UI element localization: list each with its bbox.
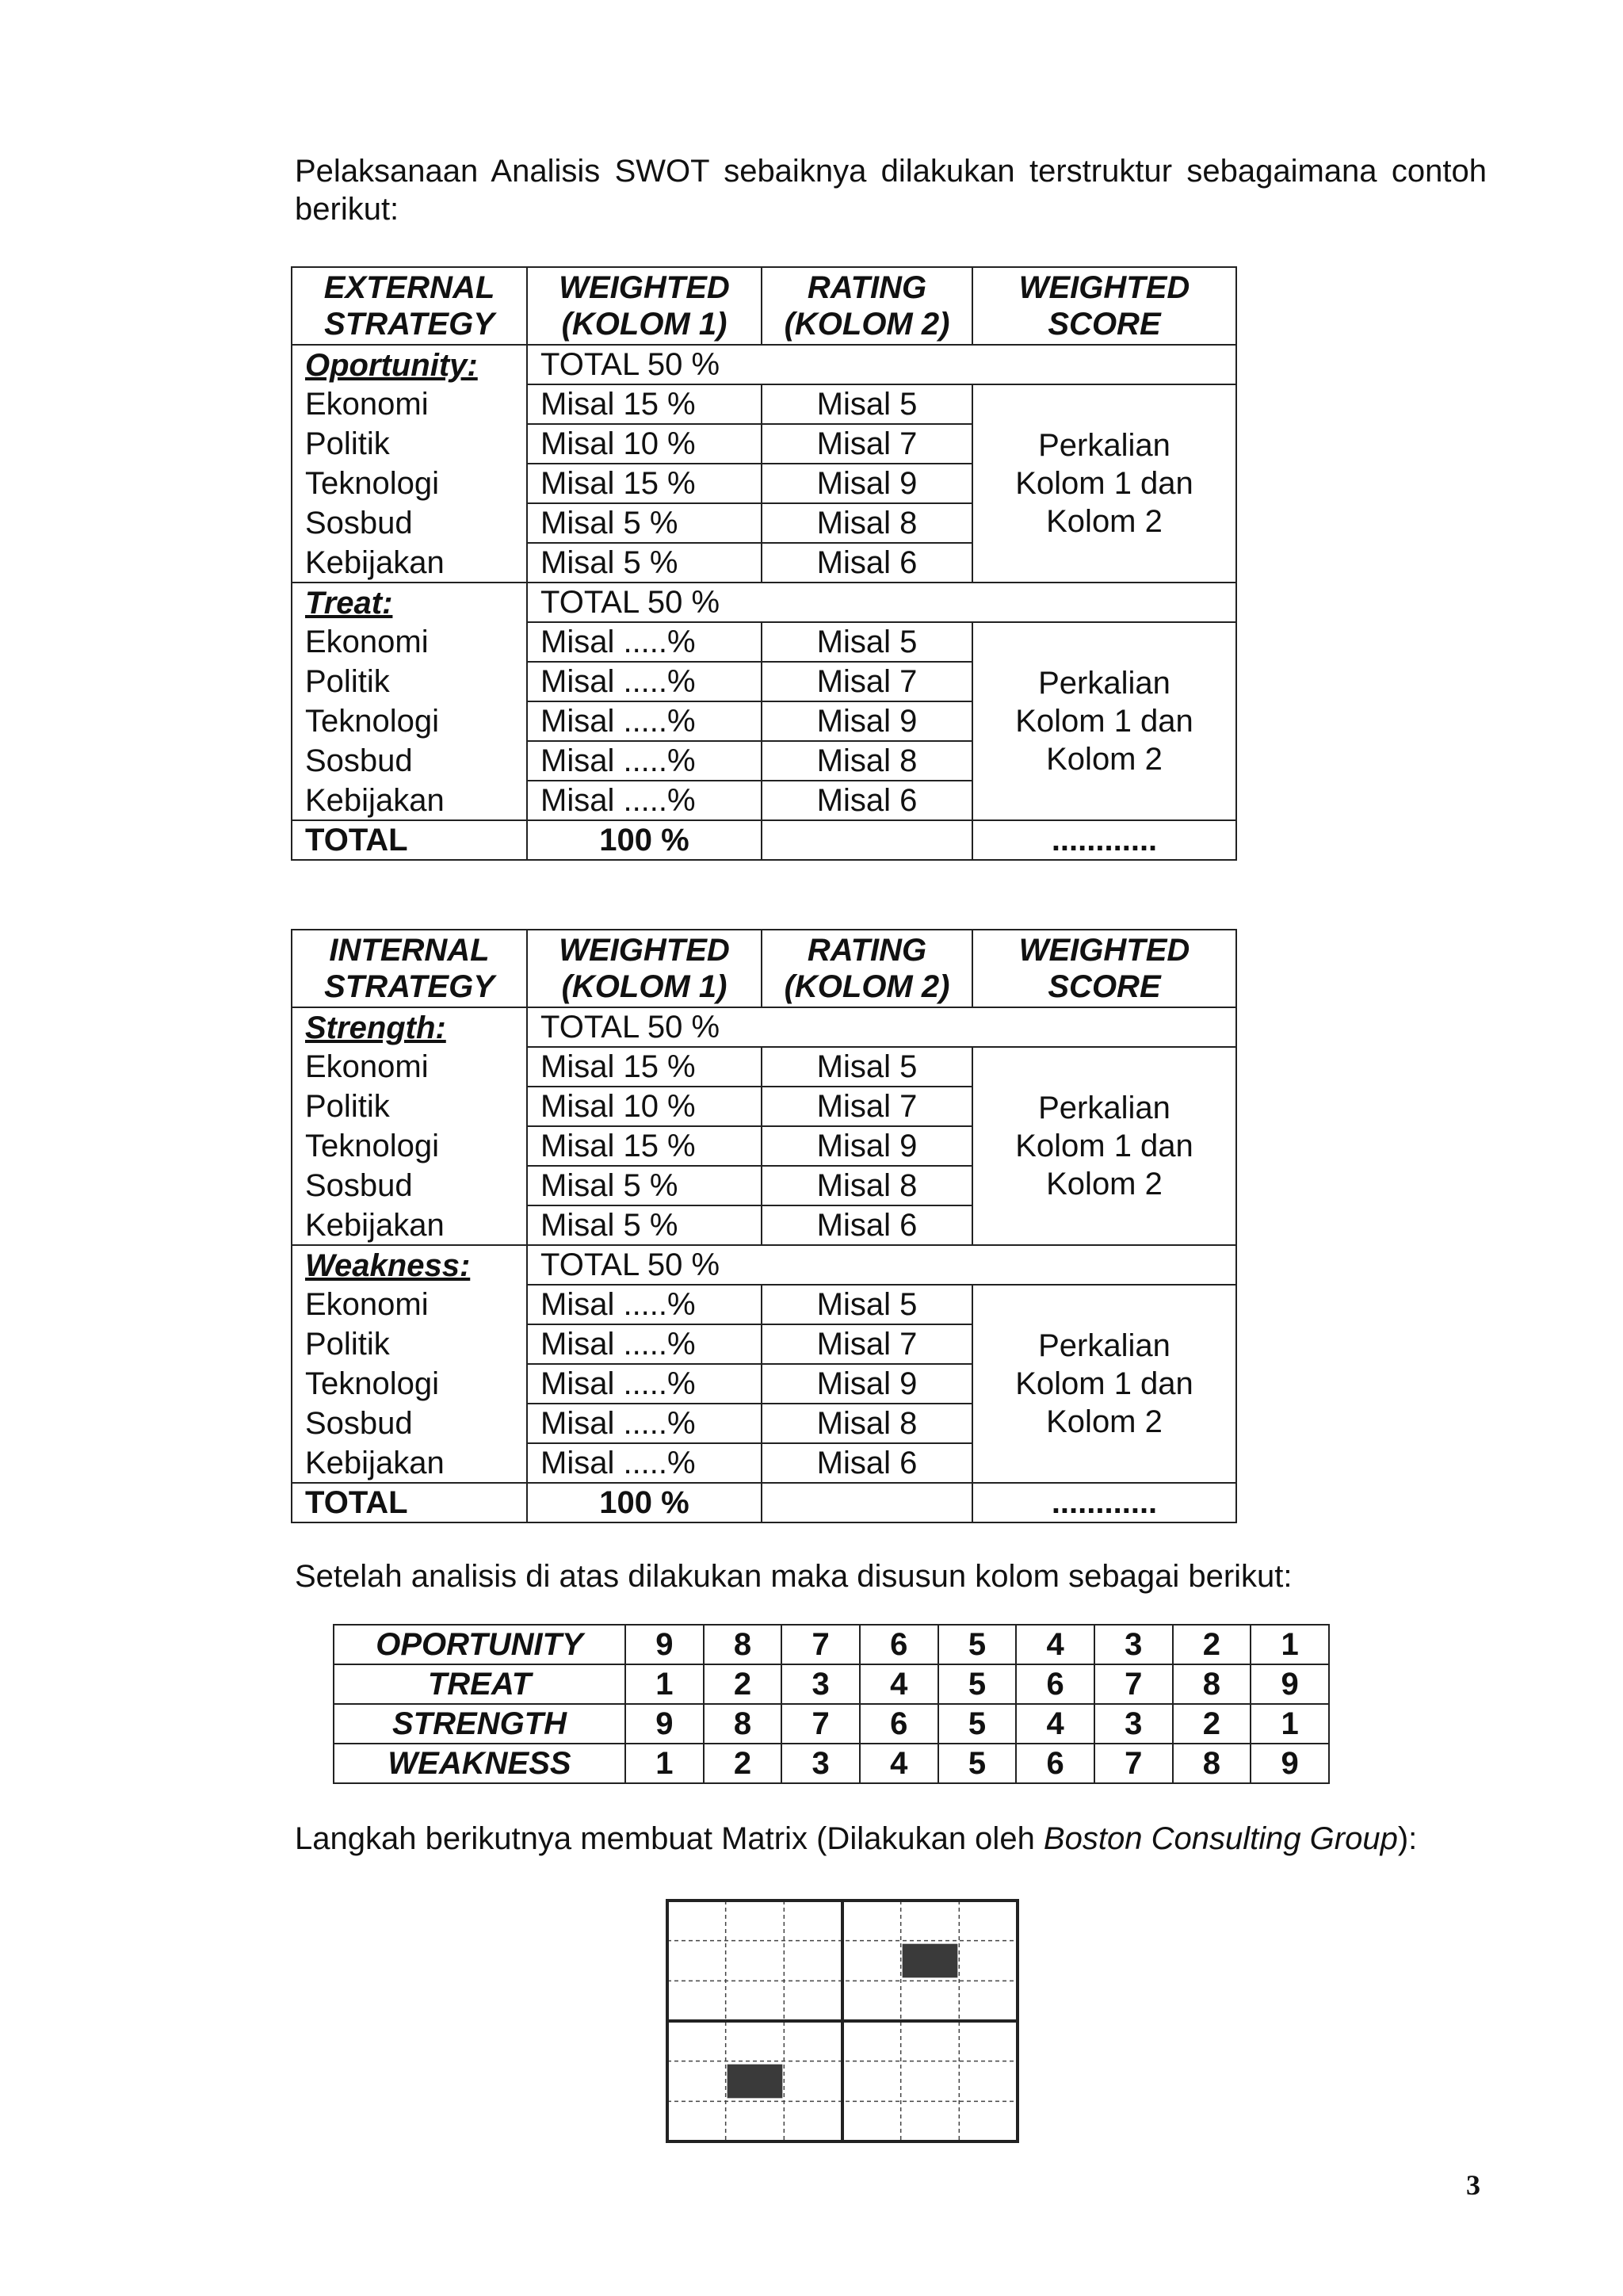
rating-cell: Misal 9 xyxy=(762,1126,972,1166)
scale-value-cell: 2 xyxy=(1173,1625,1251,1664)
score-line: Kolom 1 dan xyxy=(1015,1366,1193,1401)
bcg-matrix xyxy=(666,1899,1019,2143)
factor-label: Sosbud xyxy=(292,1404,527,1443)
total-score: ............ xyxy=(972,1483,1236,1522)
header-cell-score: WEIGHTED SCORE xyxy=(972,930,1236,1007)
scale-value-cell: 6 xyxy=(1016,1664,1094,1704)
scale-table xyxy=(333,1624,1330,1784)
score-cell xyxy=(972,622,1236,820)
weight-cell: Misal .....% xyxy=(527,622,762,662)
scale-row-label: WEAKNESS xyxy=(334,1744,625,1783)
scale-value-cell: 3 xyxy=(781,1744,860,1783)
section-total: TOTAL 50 % xyxy=(527,583,1236,622)
scale-value-cell: 2 xyxy=(1173,1704,1251,1744)
rating-cell: Misal 5 xyxy=(762,1285,972,1324)
section-title-cell xyxy=(292,1007,527,1047)
weight-cell: Misal .....% xyxy=(527,701,762,741)
factor-label: Kebijakan xyxy=(292,781,527,820)
scale-row xyxy=(334,1704,1329,1744)
score-cell xyxy=(972,384,1236,583)
rating-cell: Misal 8 xyxy=(762,1404,972,1443)
scale-value-cell: 7 xyxy=(781,1704,860,1744)
scale-value-cell: 1 xyxy=(1251,1704,1329,1744)
matrix-filled-cell xyxy=(903,1944,958,1978)
factor-label: Sosbud xyxy=(292,741,527,781)
factor-label: Ekonomi xyxy=(292,384,527,424)
scale-value-cell: 9 xyxy=(1251,1664,1329,1704)
score-line: Kolom 2 xyxy=(1046,1167,1163,1201)
scale-value-cell: 7 xyxy=(1094,1664,1173,1704)
weight-cell: Misal 5 % xyxy=(527,503,762,543)
section-total: TOTAL 50 % xyxy=(527,345,1236,384)
total-score: ............ xyxy=(972,820,1236,860)
section-title-row xyxy=(292,1007,1236,1047)
rating-cell: Misal 7 xyxy=(762,424,972,464)
scale-intro-paragraph: Setelah analisis di atas dilakukan maka disusun kolom sebagai berikut: xyxy=(295,1559,1293,1594)
score-line: Kolom 1 dan xyxy=(1015,1129,1193,1163)
scale-value-cell: 9 xyxy=(625,1704,704,1744)
header-cell-rating: RATING (KOLOM 2) xyxy=(762,930,972,1007)
external-table-body xyxy=(292,267,1236,860)
factor-label: Sosbud xyxy=(292,1166,527,1205)
matrix-filled-cell xyxy=(727,2065,783,2099)
score-line: Kolom 2 xyxy=(1046,504,1163,539)
scale-value-cell: 9 xyxy=(625,1625,704,1664)
factor-label: Kebijakan xyxy=(292,1205,527,1245)
factor-label: Teknologi xyxy=(292,464,527,503)
total-label: TOTAL xyxy=(292,820,527,860)
header-cell-score: WEIGHTED SCORE xyxy=(972,267,1236,345)
scale-row-label: OPORTUNITY xyxy=(334,1625,625,1664)
scale-value-cell: 8 xyxy=(704,1704,782,1744)
rating-cell: Misal 7 xyxy=(762,662,972,701)
factor-label: Teknologi xyxy=(292,1364,527,1404)
rating-cell: Misal 7 xyxy=(762,1324,972,1364)
section-title: Strength: xyxy=(305,1010,446,1045)
matrix-intro-paragraph: Langkah berikutnya membuat Matrix (Dilakukan oleh Boston Consulting Group): xyxy=(295,1821,1418,1856)
intro-paragraph: Pelaksanaan Analisis SWOT sebaiknya dilakukan terstruktur sebagaimana contoh berikut: xyxy=(295,154,1487,227)
weight-cell: Misal .....% xyxy=(527,662,762,701)
score-line: Perkalian xyxy=(1038,666,1170,701)
external-strategy-table xyxy=(291,266,1237,861)
section-title: Oportunity: xyxy=(305,347,478,383)
total-rating xyxy=(762,820,972,860)
factor-label: Politik xyxy=(292,1087,527,1126)
scale-value-cell: 3 xyxy=(1094,1704,1173,1744)
total-row xyxy=(292,1483,1236,1522)
factor-label: Ekonomi xyxy=(292,1285,527,1324)
scale-value-cell: 1 xyxy=(625,1744,704,1783)
table-row xyxy=(292,1047,1236,1087)
scale-value-cell: 2 xyxy=(704,1664,782,1704)
scale-value-cell: 5 xyxy=(938,1744,1017,1783)
section-title: Treat: xyxy=(305,585,393,621)
total-weight: 100 % xyxy=(527,820,762,860)
rating-cell: Misal 7 xyxy=(762,1087,972,1126)
page-number: 3 xyxy=(1466,2169,1480,2201)
scale-value-cell: 6 xyxy=(1016,1744,1094,1783)
score-line: Perkalian xyxy=(1038,428,1170,463)
score-cell xyxy=(972,1285,1236,1483)
header-cell-rating: RATING (KOLOM 2) xyxy=(762,267,972,345)
table-row xyxy=(292,622,1236,662)
scale-value-cell: 5 xyxy=(938,1625,1017,1664)
section-title-cell xyxy=(292,583,527,622)
rating-cell: Misal 6 xyxy=(762,781,972,820)
factor-label: Kebijakan xyxy=(292,543,527,583)
scale-value-cell: 4 xyxy=(860,1664,938,1704)
weight-cell: Misal 15 % xyxy=(527,1126,762,1166)
scale-value-cell: 6 xyxy=(860,1704,938,1744)
score-line: Kolom 2 xyxy=(1046,1404,1163,1439)
weight-cell: Misal .....% xyxy=(527,741,762,781)
rating-cell: Misal 9 xyxy=(762,464,972,503)
rating-cell: Misal 8 xyxy=(762,503,972,543)
table-header-row xyxy=(292,930,1236,1007)
rating-cell: Misal 8 xyxy=(762,1166,972,1205)
scale-row xyxy=(334,1625,1329,1664)
internal-strategy-table xyxy=(291,929,1237,1523)
section-title-row xyxy=(292,1245,1236,1285)
factor-label: Ekonomi xyxy=(292,622,527,662)
weight-cell: Misal 15 % xyxy=(527,1047,762,1087)
score-line: Kolom 1 dan xyxy=(1015,466,1193,501)
weight-cell: Misal 10 % xyxy=(527,1087,762,1126)
total-row xyxy=(292,820,1236,860)
rating-cell: Misal 5 xyxy=(762,622,972,662)
weight-cell: Misal .....% xyxy=(527,781,762,820)
section-total: TOTAL 50 % xyxy=(527,1007,1236,1047)
rating-cell: Misal 5 xyxy=(762,384,972,424)
rating-cell: Misal 6 xyxy=(762,1205,972,1245)
header-cell-strategy: INTERNAL STRATEGY xyxy=(292,930,527,1007)
factor-label: Sosbud xyxy=(292,503,527,543)
weight-cell: Misal .....% xyxy=(527,1364,762,1404)
scale-value-cell: 3 xyxy=(781,1664,860,1704)
scale-value-cell: 6 xyxy=(860,1625,938,1664)
scale-row xyxy=(334,1664,1329,1704)
scale-row-label: STRENGTH xyxy=(334,1704,625,1744)
factor-label: Teknologi xyxy=(292,1126,527,1166)
scale-value-cell: 7 xyxy=(1094,1744,1173,1783)
rating-cell: Misal 9 xyxy=(762,1364,972,1404)
header-cell-weighted: WEIGHTED (KOLOM 1) xyxy=(527,930,762,1007)
weight-cell: Misal 15 % xyxy=(527,384,762,424)
scale-value-cell: 4 xyxy=(1016,1704,1094,1744)
table-header-row xyxy=(292,267,1236,345)
total-rating xyxy=(762,1483,972,1522)
section-title-row xyxy=(292,583,1236,622)
scale-value-cell: 3 xyxy=(1094,1625,1173,1664)
scale-value-cell: 9 xyxy=(1251,1744,1329,1783)
rating-cell: Misal 5 xyxy=(762,1047,972,1087)
scale-row-label: TREAT xyxy=(334,1664,625,1704)
scale-table-body xyxy=(334,1625,1329,1783)
section-title-cell xyxy=(292,345,527,384)
weight-cell: Misal .....% xyxy=(527,1404,762,1443)
table-row xyxy=(292,384,1236,424)
section-title-row xyxy=(292,345,1236,384)
scale-row xyxy=(334,1744,1329,1783)
section-title: Weakness: xyxy=(305,1247,471,1283)
section-title-cell xyxy=(292,1245,527,1285)
factor-label: Politik xyxy=(292,424,527,464)
header-cell-strategy: EXTERNAL STRATEGY xyxy=(292,267,527,345)
factor-label: Politik xyxy=(292,662,527,701)
rating-cell: Misal 8 xyxy=(762,741,972,781)
scale-value-cell: 8 xyxy=(1173,1664,1251,1704)
scale-value-cell: 1 xyxy=(1251,1625,1329,1664)
factor-label: Ekonomi xyxy=(292,1047,527,1087)
score-line: Perkalian xyxy=(1038,1328,1170,1363)
section-total: TOTAL 50 % xyxy=(527,1245,1236,1285)
total-weight: 100 % xyxy=(527,1483,762,1522)
factor-label: Politik xyxy=(292,1324,527,1364)
rating-cell: Misal 6 xyxy=(762,543,972,583)
weight-cell: Misal 5 % xyxy=(527,1205,762,1245)
scale-value-cell: 4 xyxy=(1016,1625,1094,1664)
weight-cell: Misal 10 % xyxy=(527,424,762,464)
scale-value-cell: 4 xyxy=(860,1744,938,1783)
score-line: Kolom 1 dan xyxy=(1015,704,1193,739)
scale-value-cell: 5 xyxy=(938,1664,1017,1704)
internal-table-body xyxy=(292,930,1236,1522)
total-label: TOTAL xyxy=(292,1483,527,1522)
rating-cell: Misal 6 xyxy=(762,1443,972,1483)
weight-cell: Misal 15 % xyxy=(527,464,762,503)
score-line: Perkalian xyxy=(1038,1091,1170,1125)
scale-value-cell: 1 xyxy=(625,1664,704,1704)
weight-cell: Misal 5 % xyxy=(527,1166,762,1205)
weight-cell: Misal .....% xyxy=(527,1324,762,1364)
score-line: Kolom 2 xyxy=(1046,742,1163,777)
scale-value-cell: 8 xyxy=(704,1625,782,1664)
score-cell xyxy=(972,1047,1236,1245)
rating-cell: Misal 9 xyxy=(762,701,972,741)
table-row xyxy=(292,1285,1236,1324)
weight-cell: Misal .....% xyxy=(527,1443,762,1483)
scale-value-cell: 5 xyxy=(938,1704,1017,1744)
scale-value-cell: 2 xyxy=(704,1744,782,1783)
weight-cell: Misal .....% xyxy=(527,1285,762,1324)
header-cell-weighted: WEIGHTED (KOLOM 1) xyxy=(527,267,762,345)
scale-value-cell: 8 xyxy=(1173,1744,1251,1783)
weight-cell: Misal 5 % xyxy=(527,543,762,583)
factor-label: Teknologi xyxy=(292,701,527,741)
scale-value-cell: 7 xyxy=(781,1625,860,1664)
factor-label: Kebijakan xyxy=(292,1443,527,1483)
